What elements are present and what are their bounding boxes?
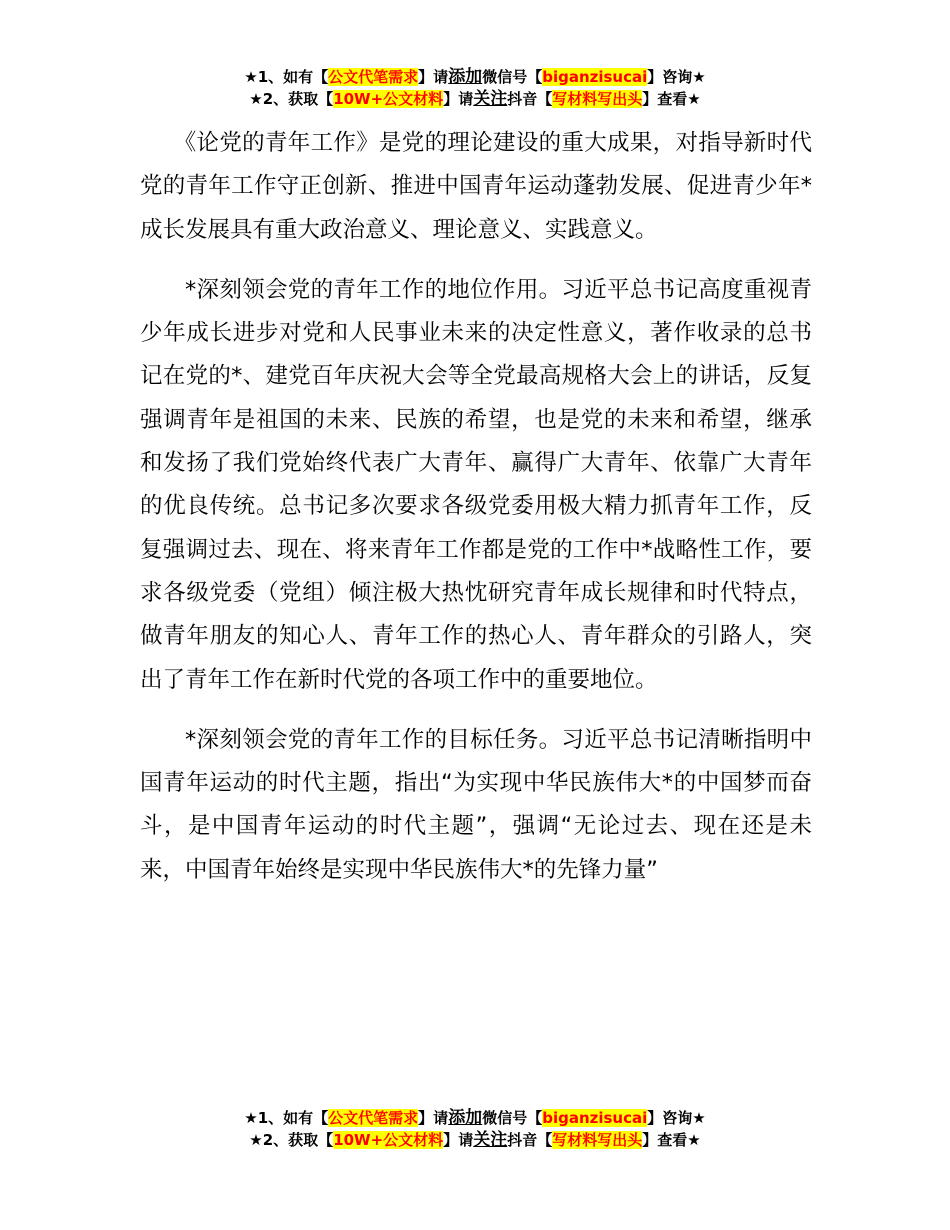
promo-underlined: 添加 [448,67,483,87]
body-paragraph: *深刻领会党的青年工作的目标任务。习近平总书记清晰指明中国青年运动的时代主题，指出“为实现中华民族伟大*的中国梦而奋斗，是中国青年运动的时代主题”，强调“无论过去、现在还是未来，中国青年始终是实现中华民族伟大*的先锋力量” [140,726,812,883]
document-body [140,122,812,909]
promo-underlined: 添加 [448,1108,483,1128]
header-promo-banner [0,66,950,110]
footer-promo-banner [0,1107,950,1151]
promo-line-1 [0,66,950,88]
promo-text: 微信号【 [482,68,543,86]
promo-text: 】请 [443,90,474,108]
promo-text: 微信号【 [482,1109,543,1127]
promo-highlight: 写材料写出头 [552,1131,643,1149]
promo-text: ★2、获取【 [249,90,334,108]
promo-text: 】请 [418,68,449,86]
promo-text: 抖音【 [507,1131,553,1149]
promo-text: 】请 [443,1131,474,1149]
promo-highlight: 10W+公文材料 [333,90,444,108]
promo-highlight: biganzisucai [542,68,648,86]
promo-text: 抖音【 [507,90,553,108]
promo-line-2 [0,88,950,110]
promo-text: 】查看★ [642,90,701,108]
promo-line-1 [0,1107,950,1129]
promo-text: 】查看★ [642,1131,701,1149]
promo-highlight: 公文代笔需求 [328,1109,419,1127]
promo-highlight: 公文代笔需求 [328,68,419,86]
promo-text: ★1、如有【 [244,68,329,86]
promo-text: ★2、获取【 [249,1131,334,1149]
promo-highlight: 10W+公文材料 [333,1131,444,1149]
body-paragraph: *深刻领会党的青年工作的地位作用。习近平总书记高度重视青少年成长进步对党和人民事业未来的决定性意义，著作收录的总书记在党的*、建党百年庆祝大会等全党最高规格大会上的讲话，反复强调青年是祖国的未来、民族的希望，也是党的未来和希望，继承和发扬了我们党始终代表广大青年、赢得广大青年、依靠广大青年的优良传统。总书记多次要求各级党委用极大精力抓青年工作，反复强调过去、现在、将来青年工作都是党的工作中*战略性工作，要求各级党委（党组）倾注极大热忱研究青年成长规律和时代特点，做青年朋友的知心人、青年工作的热心人、青年群众的引路人，突出了青年工作在新时代党的各项工作中的重要地位。 [140,276,812,693]
promo-line-2 [0,1129,950,1151]
promo-text: 】请 [418,1109,449,1127]
promo-text: ★1、如有【 [244,1109,329,1127]
promo-underlined: 关注 [473,89,508,109]
body-paragraph: 《论党的青年工作》是党的理论建设的重大成果，对指导新时代党的青年工作守正创新、推进中国青年运动蓬勃发展、促进青少年*成长发展具有重大政治意义、理论意义、实践意义。 [140,130,812,243]
promo-text: 】咨询★ [647,68,706,86]
promo-highlight: biganzisucai [542,1109,648,1127]
promo-text: 】咨询★ [647,1109,706,1127]
promo-underlined: 关注 [473,1130,508,1150]
promo-highlight: 写材料写出头 [552,90,643,108]
